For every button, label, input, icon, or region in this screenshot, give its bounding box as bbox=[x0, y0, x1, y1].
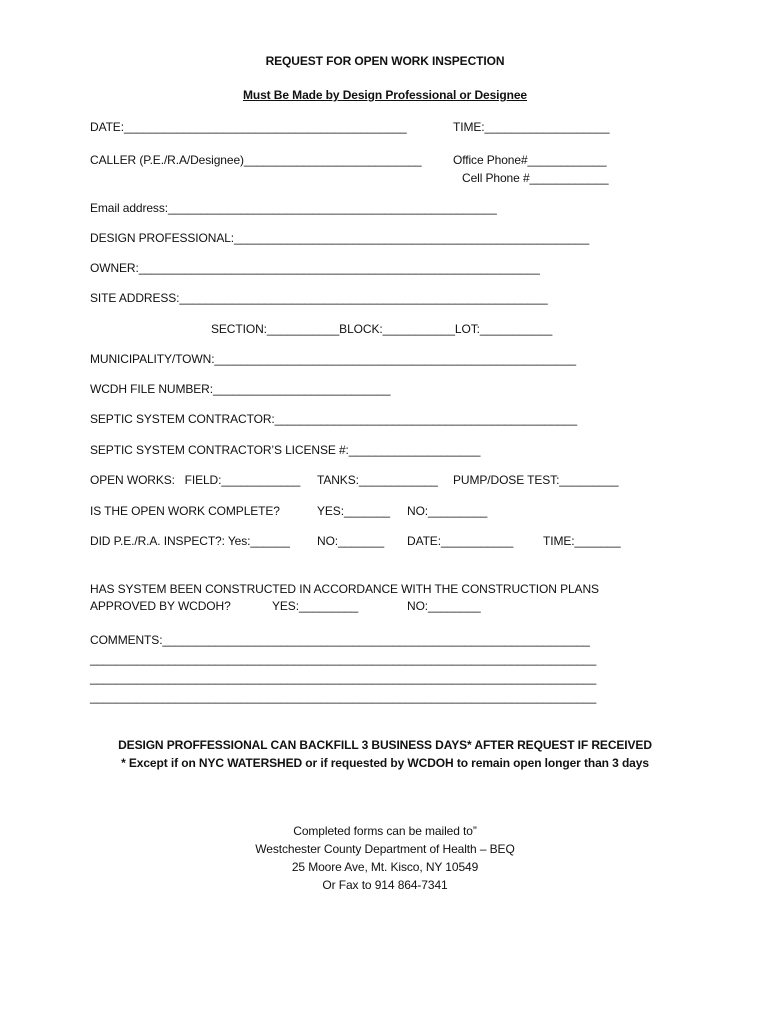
time-field: TIME:___________________ bbox=[453, 120, 610, 134]
septic-license-field: SEPTIC SYSTEM CONTRACTOR’S LICENSE #:____________________ bbox=[90, 443, 481, 457]
section-block-lot-field: SECTION:___________BLOCK:___________LOT:___________ bbox=[211, 322, 553, 336]
complete-yes-field: YES:_______ bbox=[317, 504, 390, 518]
inspect-no-field: NO:_______ bbox=[317, 534, 385, 548]
comments-field: COMMENTS:_________________________________________________________________ bbox=[90, 633, 590, 647]
form-subtitle: Must Be Made by Design Professional or Designee bbox=[242, 88, 528, 102]
inspect-time-field: TIME:_______ bbox=[543, 534, 621, 548]
open-works-field: OPEN WORKS: FIELD:____________ bbox=[90, 473, 301, 487]
constructed-yes-field: YES:_________ bbox=[272, 599, 359, 613]
comment-line: _____________________________________________________________________________ bbox=[90, 671, 597, 685]
tanks-field: TANKS:____________ bbox=[317, 473, 438, 487]
form-title: REQUEST FOR OPEN WORK INSPECTION bbox=[265, 54, 505, 68]
backfill-notice: DESIGN PROFFESSIONAL CAN BACKFILL 3 BUSINESS DAYS* AFTER REQUEST IF RECEIVED bbox=[118, 738, 652, 752]
complete-no-field: NO:_________ bbox=[407, 504, 488, 518]
mailing-address: 25 Moore Ave, Mt. Kisco, NY 10549 bbox=[291, 860, 479, 874]
inspect-date-field: DATE:___________ bbox=[407, 534, 514, 548]
pump-dose-field: PUMP/DOSE TEST:_________ bbox=[453, 473, 619, 487]
comment-line: _____________________________________________________________________________ bbox=[90, 652, 597, 666]
site-address-field: SITE ADDRESS:________________________________________________________ bbox=[90, 291, 548, 305]
constructed-question-line1: HAS SYSTEM BEEN CONSTRUCTED IN ACCORDANCE WITH THE CONSTRUCTION PLANS bbox=[90, 582, 599, 596]
inspect-yes-field: DID P.E./R.A. INSPECT?: Yes:______ bbox=[90, 534, 290, 548]
watershed-exception: * Except if on NYC WATERSHED or if requested by WCDOH to remain open longer than 3 days bbox=[121, 756, 649, 770]
comment-line: _____________________________________________________________________________ bbox=[90, 690, 597, 704]
design-professional-field: DESIGN PROFESSIONAL:______________________________________________________ bbox=[90, 231, 590, 245]
septic-contractor-field: SEPTIC SYSTEM CONTRACTOR:______________________________________________ bbox=[90, 412, 578, 426]
constructed-no-field: NO:________ bbox=[407, 599, 481, 613]
cell-phone-field: Cell Phone #____________ bbox=[462, 171, 609, 185]
owner-field: OWNER:_____________________________________________________________ bbox=[90, 261, 540, 275]
open-work-complete-label: IS THE OPEN WORK COMPLETE? bbox=[90, 504, 280, 518]
mailing-department: Westchester County Department of Health – BEQ bbox=[255, 842, 515, 856]
constructed-question-line2: APPROVED BY WCDOH? bbox=[90, 599, 231, 613]
wcdh-file-field: WCDH FILE NUMBER:___________________________ bbox=[90, 382, 391, 396]
municipality-field: MUNICIPALITY/TOWN:_______________________________________________________ bbox=[90, 352, 576, 366]
office-phone-field: Office Phone#____________ bbox=[453, 153, 607, 167]
mailing-instruction: Completed forms can be mailed to” bbox=[293, 824, 477, 838]
caller-field: CALLER (P.E./R.A/Designee)___________________________ bbox=[90, 153, 422, 167]
email-field: Email address:__________________________________________________ bbox=[90, 201, 497, 215]
date-field: DATE:___________________________________________ bbox=[90, 120, 407, 134]
fax-number: Or Fax to 914 864-7341 bbox=[322, 878, 448, 892]
